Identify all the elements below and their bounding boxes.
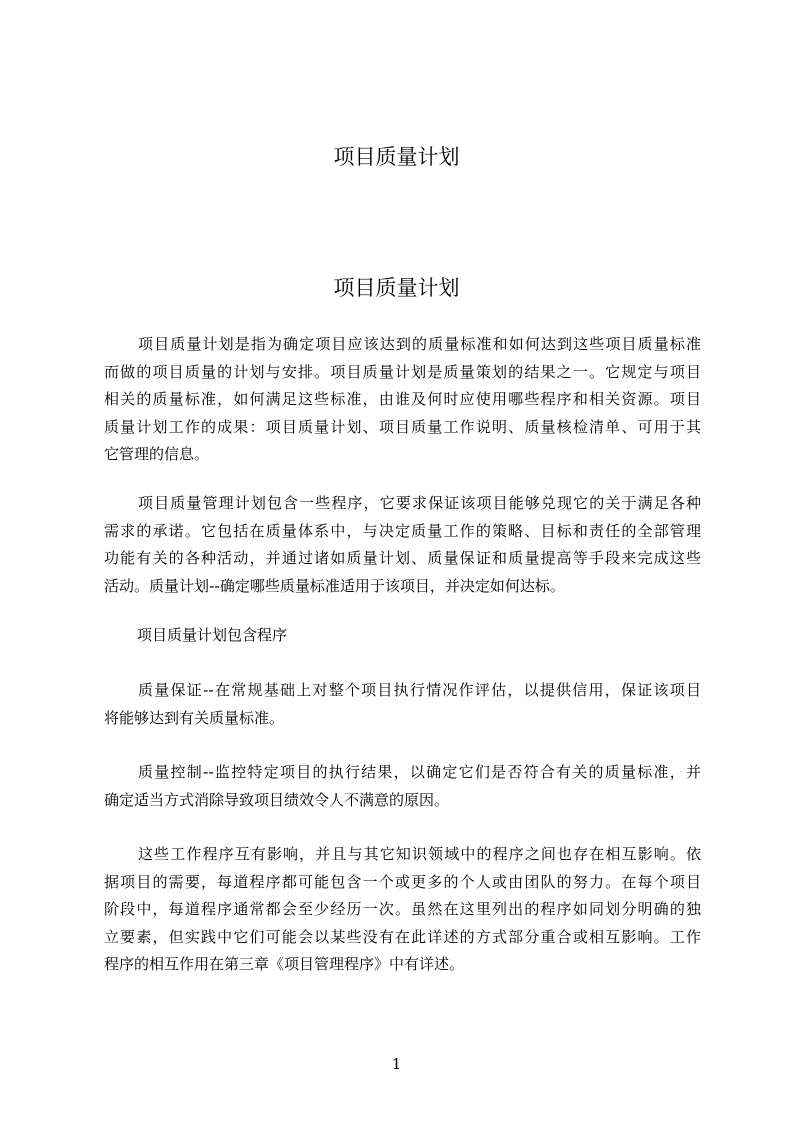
paragraph-quality-assurance [104,677,701,732]
document-title-main: 项目质量计划 [333,276,460,300]
section-heading: 项目质量计划包含程序 [137,626,288,644]
paragraph-line: 质量计划工作的成果：项目质量计划、项目质量工作说明、质量核检清单、可用于其 [104,417,701,436]
paragraph-line: 质量保证--在常规基础上对整个项目执行情况作评估，以提供信用，保证该项目 [138,681,701,699]
paragraph-line: 需求的承诺。它包括在质量体系中，与决定质量工作的策略、目标和责任的全部管理 [104,521,701,540]
paragraph-interaction [104,841,701,979]
paragraph-line: 程序的相互作用在第三章《项目管理程序》中有详述。 [104,955,465,973]
paragraph-line: 质量控制--监控特定项目的执行结果，以确定它们是否符合有关的质量标准，并 [138,763,701,781]
paragraph-line: 功能有关的各种活动，并通过诸如质量计划、质量保证和质量提高等手段来完成这些 [104,549,701,567]
paragraph-line: 相关的质量标准，如何满足这些标准，由谁及何时应使用哪些程序和相关资源。项目 [104,390,701,408]
paragraph-line: 据项目的需要，每道程序都可能包含一个或更多的个人或由团队的努力。在每个项目 [104,872,701,891]
paragraph-management-plan [104,490,701,600]
paragraph-quality-control [104,759,701,814]
paragraph-line: 项目质量管理计划包含一些程序，它要求保证该项目能够兑现它的关于满足各种 [138,494,701,512]
document-title-top: 项目质量计划 [333,145,460,169]
paragraph-line: 确定适当方式消除导致项目绩效令人不满意的原因。 [104,790,450,809]
paragraph-line: 项目质量计划是指为确定项目应该达到的质量标准和如何达到这些项目质量标准 [138,335,701,353]
paragraph-line: 阶段中，每道程序通常都会至少经历一次。虽然在这里列出的程序如同划分明确的独 [104,900,701,918]
paragraph-definition [104,331,701,469]
page-number: 1 [391,1055,402,1073]
paragraph-line: 它管理的信息。 [104,445,210,463]
paragraph-line: 而做的项目质量的计划与安排。项目质量计划是质量策划的结果之一。它规定与项目 [104,362,701,381]
paragraph-line: 活动。质量计划--确定哪些质量标准适用于该项目，并决定如何达标。 [104,576,565,595]
paragraph-line: 将能够达到有关质量标准。 [104,708,285,727]
paragraph-line: 立要素，但实践中它们可能会以某些没有在此详述的方式部分重合或相互影响。工作 [104,927,701,946]
paragraph-line: 这些工作程序互有影响，并且与其它知识领域中的程序之间也存在相互影响。依 [138,845,701,863]
